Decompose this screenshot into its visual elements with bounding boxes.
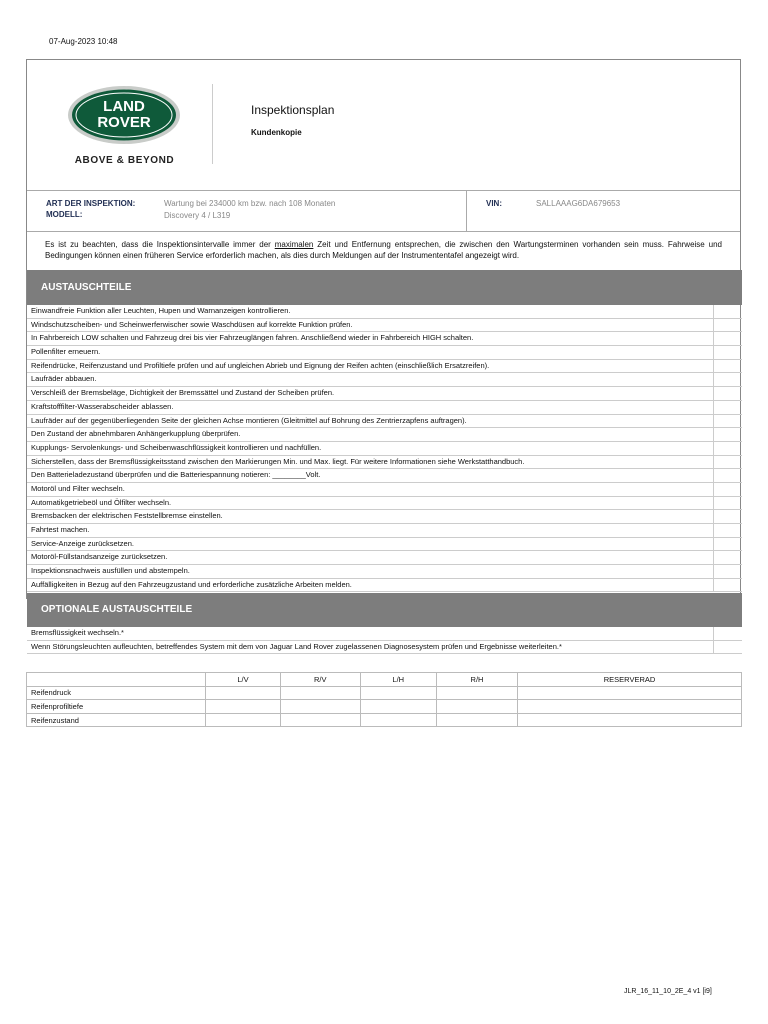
checklist-item-text: Laufräder abbauen. — [31, 374, 97, 384]
tire-header-cell — [27, 673, 206, 687]
checkbox-cell[interactable] — [713, 373, 714, 386]
checklist-row — [27, 538, 742, 552]
tire-cell[interactable] — [280, 700, 360, 714]
tire-cell[interactable] — [360, 713, 436, 727]
checkbox-cell[interactable] — [713, 305, 714, 318]
checklist-row — [27, 415, 742, 429]
tire-header-cell: R/V — [280, 673, 360, 687]
checkbox-cell[interactable] — [713, 497, 714, 510]
land-rover-logo — [67, 85, 181, 145]
checklist-item-text: Inspektionsnachweis ausfüllen und abstempeln. — [31, 566, 190, 576]
tire-cell[interactable] — [518, 713, 742, 727]
tire-cell[interactable] — [206, 686, 281, 700]
tire-cell[interactable] — [280, 686, 360, 700]
checklist-row — [27, 428, 742, 442]
tire-cell[interactable] — [360, 700, 436, 714]
tire-cell[interactable] — [280, 713, 360, 727]
tire-table-header — [27, 673, 742, 687]
checkbox-cell[interactable] — [713, 442, 714, 455]
checkbox-cell[interactable] — [713, 332, 714, 345]
tire-row — [27, 700, 742, 714]
tire-header-cell: L/V — [206, 673, 281, 687]
brand-tagline: ABOVE & BEYOND — [74, 155, 175, 166]
note-underlined: maximalen — [274, 240, 314, 249]
tire-cell[interactable] — [436, 686, 517, 700]
checklist-row — [27, 456, 742, 470]
checklist-row — [27, 497, 742, 511]
vehicle-info — [27, 190, 740, 232]
section-header-optional: OPTIONALE AUSTAUSCHTEILE — [27, 593, 742, 627]
tire-cell[interactable] — [360, 686, 436, 700]
checklist-row — [27, 332, 742, 346]
model-label: MODELL: — [46, 210, 83, 219]
checklist-row — [27, 319, 742, 333]
checklist-item-text: Motoröl-Füllstandsanzeige zurücksetzen. — [31, 552, 168, 562]
checkbox-cell[interactable] — [713, 401, 714, 414]
tire-row — [27, 686, 742, 700]
checkbox-cell[interactable] — [713, 483, 714, 496]
checkbox-cell[interactable] — [713, 387, 714, 400]
checkbox-cell[interactable] — [713, 551, 714, 564]
checkbox-cell[interactable] — [713, 346, 714, 359]
checklist-row — [27, 360, 742, 374]
checklist-item-text: Windschutzscheiben- und Scheinwerferwischer sowie Waschdüsen auf korrekte Funktion prüfen. — [31, 319, 353, 329]
checklist-item-text: Automatikgetriebeöl und Ölfilter wechseln. — [31, 497, 172, 507]
vin-value: SALLAAAG6DA679653 — [536, 199, 621, 208]
checklist-row — [27, 551, 742, 565]
checklist-item-text: Kupplungs- Servolenkungs- und Scheibenwaschflüssigkeit kontrollieren und nachfüllen. — [31, 442, 322, 452]
checklist-item-text: Motoröl und Filter wechseln. — [31, 483, 125, 493]
checklist-row — [27, 387, 742, 401]
checkbox-cell[interactable] — [713, 538, 714, 551]
checklist-item-text: Service-Anzeige zurücksetzen. — [31, 538, 134, 548]
checklist-row — [27, 524, 742, 538]
header-divider — [212, 84, 213, 164]
checkbox-cell[interactable] — [713, 565, 714, 578]
checklist-item-text: Sicherstellen, dass der Bremsflüssigkeitsstand zwischen den Markierungen Min. und Max. liegt. Für weitere Informationen siehe Werkstatthandbuch. — [31, 456, 525, 466]
checklist-row — [27, 565, 742, 579]
checkbox-cell[interactable] — [713, 469, 714, 482]
optional-parts-list — [27, 627, 742, 654]
timestamp: 07-Aug-2023 10:48 — [49, 37, 118, 46]
checklist-row — [27, 641, 742, 655]
checklist-row — [27, 510, 742, 524]
checklist-item-text: Einwandfreie Funktion aller Leuchten, Hupen und Warnanzeigen kontrollieren. — [31, 306, 291, 315]
checklist-row — [27, 305, 742, 319]
tire-cell[interactable] — [518, 700, 742, 714]
checkbox-cell[interactable] — [713, 524, 714, 537]
tire-cell[interactable] — [206, 713, 281, 727]
vin-label: VIN: — [486, 199, 502, 208]
checklist-row — [27, 469, 742, 483]
checklist-item-text: Auffälligkeiten in Bezug auf den Fahrzeugzustand und erforderliche zusätzliche Arbeiten melden. — [31, 579, 352, 589]
inspection-type-label: ART DER INSPEKTION: — [46, 199, 136, 208]
checklist-item-text: Laufräder auf der gegenüberliegenden Seite der gleichen Achse montieren (Gleitmittel auf Bohrung des Zentrierzapfens auftragen). — [31, 415, 467, 425]
checklist-row — [27, 483, 742, 497]
checkbox-cell[interactable] — [713, 627, 714, 640]
logo-text-land: LAND — [103, 98, 145, 115]
checklist-row — [27, 373, 742, 387]
tire-cell[interactable] — [518, 686, 742, 700]
checkbox-cell[interactable] — [713, 319, 714, 332]
tire-cell[interactable] — [436, 700, 517, 714]
checkbox-cell[interactable] — [713, 641, 714, 654]
tire-cell[interactable] — [206, 700, 281, 714]
checklist-item-text: Verschleiß der Bremsbeläge, Dichtigkeit der Bremssättel und Zustand der Scheiben prüfen. — [31, 388, 335, 398]
tire-row-label: Reifenzustand — [27, 713, 206, 727]
checklist-item-text: Reifendrücke, Reifenzustand und Profiltiefe prüfen und auf ungleichen Abrieb und Eignung der Reifen achten (einschließlich Ersatzreifen). — [31, 360, 490, 370]
document-id: JLR_16_11_10_2E_4 v1 [i9] — [624, 988, 712, 995]
page-subtitle: Kundenkopie — [251, 128, 302, 137]
checklist-item-text: Kraftstofffilter-Wasserabscheider ablassen. — [31, 401, 174, 411]
page-title: Inspektionsplan — [251, 103, 335, 117]
tire-cell[interactable] — [436, 713, 517, 727]
tire-header-cell: L/H — [360, 673, 436, 687]
checklist-row — [27, 627, 742, 641]
logo-text-rover: ROVER — [97, 114, 151, 131]
tire-row — [27, 713, 742, 727]
checkbox-cell[interactable] — [713, 579, 714, 592]
checklist-item-text: Pollenfilter erneuern. — [31, 347, 101, 357]
interval-note — [27, 231, 740, 270]
inspection-type-value: Wartung bei 234000 km bzw. nach 108 Monaten — [164, 199, 336, 208]
note-text-after: Zeit und Entfernung entsprechen, die zwischen den Wartungsterminen vorhanden sein muss. Fahrweise und Bedingungen können einen früheren Service erforderlich machen, als dies durch Meldungen auf der Instrumententafel angezeigt wird. — [45, 240, 722, 260]
checklist-item-text: Fahrtest machen. — [31, 525, 90, 534]
model-value: Discovery 4 / L319 — [164, 211, 231, 220]
tire-header-cell: RESERVERAD — [518, 673, 742, 687]
note-text-before: Es ist zu beachten, dass die Inspektionsintervalle immer der — [45, 240, 275, 249]
checkbox-cell[interactable] — [713, 510, 714, 523]
checkbox-cell[interactable] — [713, 360, 714, 373]
inspection-form — [26, 59, 741, 651]
checklist-row — [27, 346, 742, 360]
checklist-item-text: Wenn Störungsleuchten aufleuchten, betreffendes System mit dem von Jaguar Land Rover zugelassenen Diagnosesystem prüfen und Ergebnisse weiterleiten.* — [31, 641, 562, 651]
checklist-item-text: Bremsflüssigkeit wechseln.* — [31, 628, 124, 637]
checklist-item-text: Den Batterieladezustand überprüfen und die Batteriespannung notieren: ________Volt. — [31, 470, 321, 480]
info-divider — [466, 190, 467, 231]
tire-table — [26, 672, 742, 727]
section-header-parts: AUSTAUSCHTEILE — [27, 270, 742, 305]
checklist-item-text: Bremsbacken der elektrischen Feststellbremse einstellen. — [31, 511, 223, 521]
checkbox-cell[interactable] — [713, 415, 714, 428]
checkbox-cell[interactable] — [713, 456, 714, 469]
parts-list — [27, 305, 742, 592]
checklist-row — [27, 401, 742, 415]
checklist-item-text: Den Zustand der abnehmbaren Anhängerkupplung überprüfen. — [31, 429, 241, 439]
checklist-item-text: In Fahrbereich LOW schalten und Fahrzeug drei bis vier Fahrzeuglängen fahren. Anschließend wieder in Fahrbereich HIGH schalten. — [31, 333, 474, 343]
tire-header-cell: R/H — [436, 673, 517, 687]
checklist-row — [27, 579, 742, 593]
tire-row-label: Reifenprofiltiefe — [27, 700, 206, 714]
checkbox-cell[interactable] — [713, 428, 714, 441]
checklist-row — [27, 442, 742, 456]
tire-row-label: Reifendruck — [27, 686, 206, 700]
form-header — [27, 60, 740, 191]
